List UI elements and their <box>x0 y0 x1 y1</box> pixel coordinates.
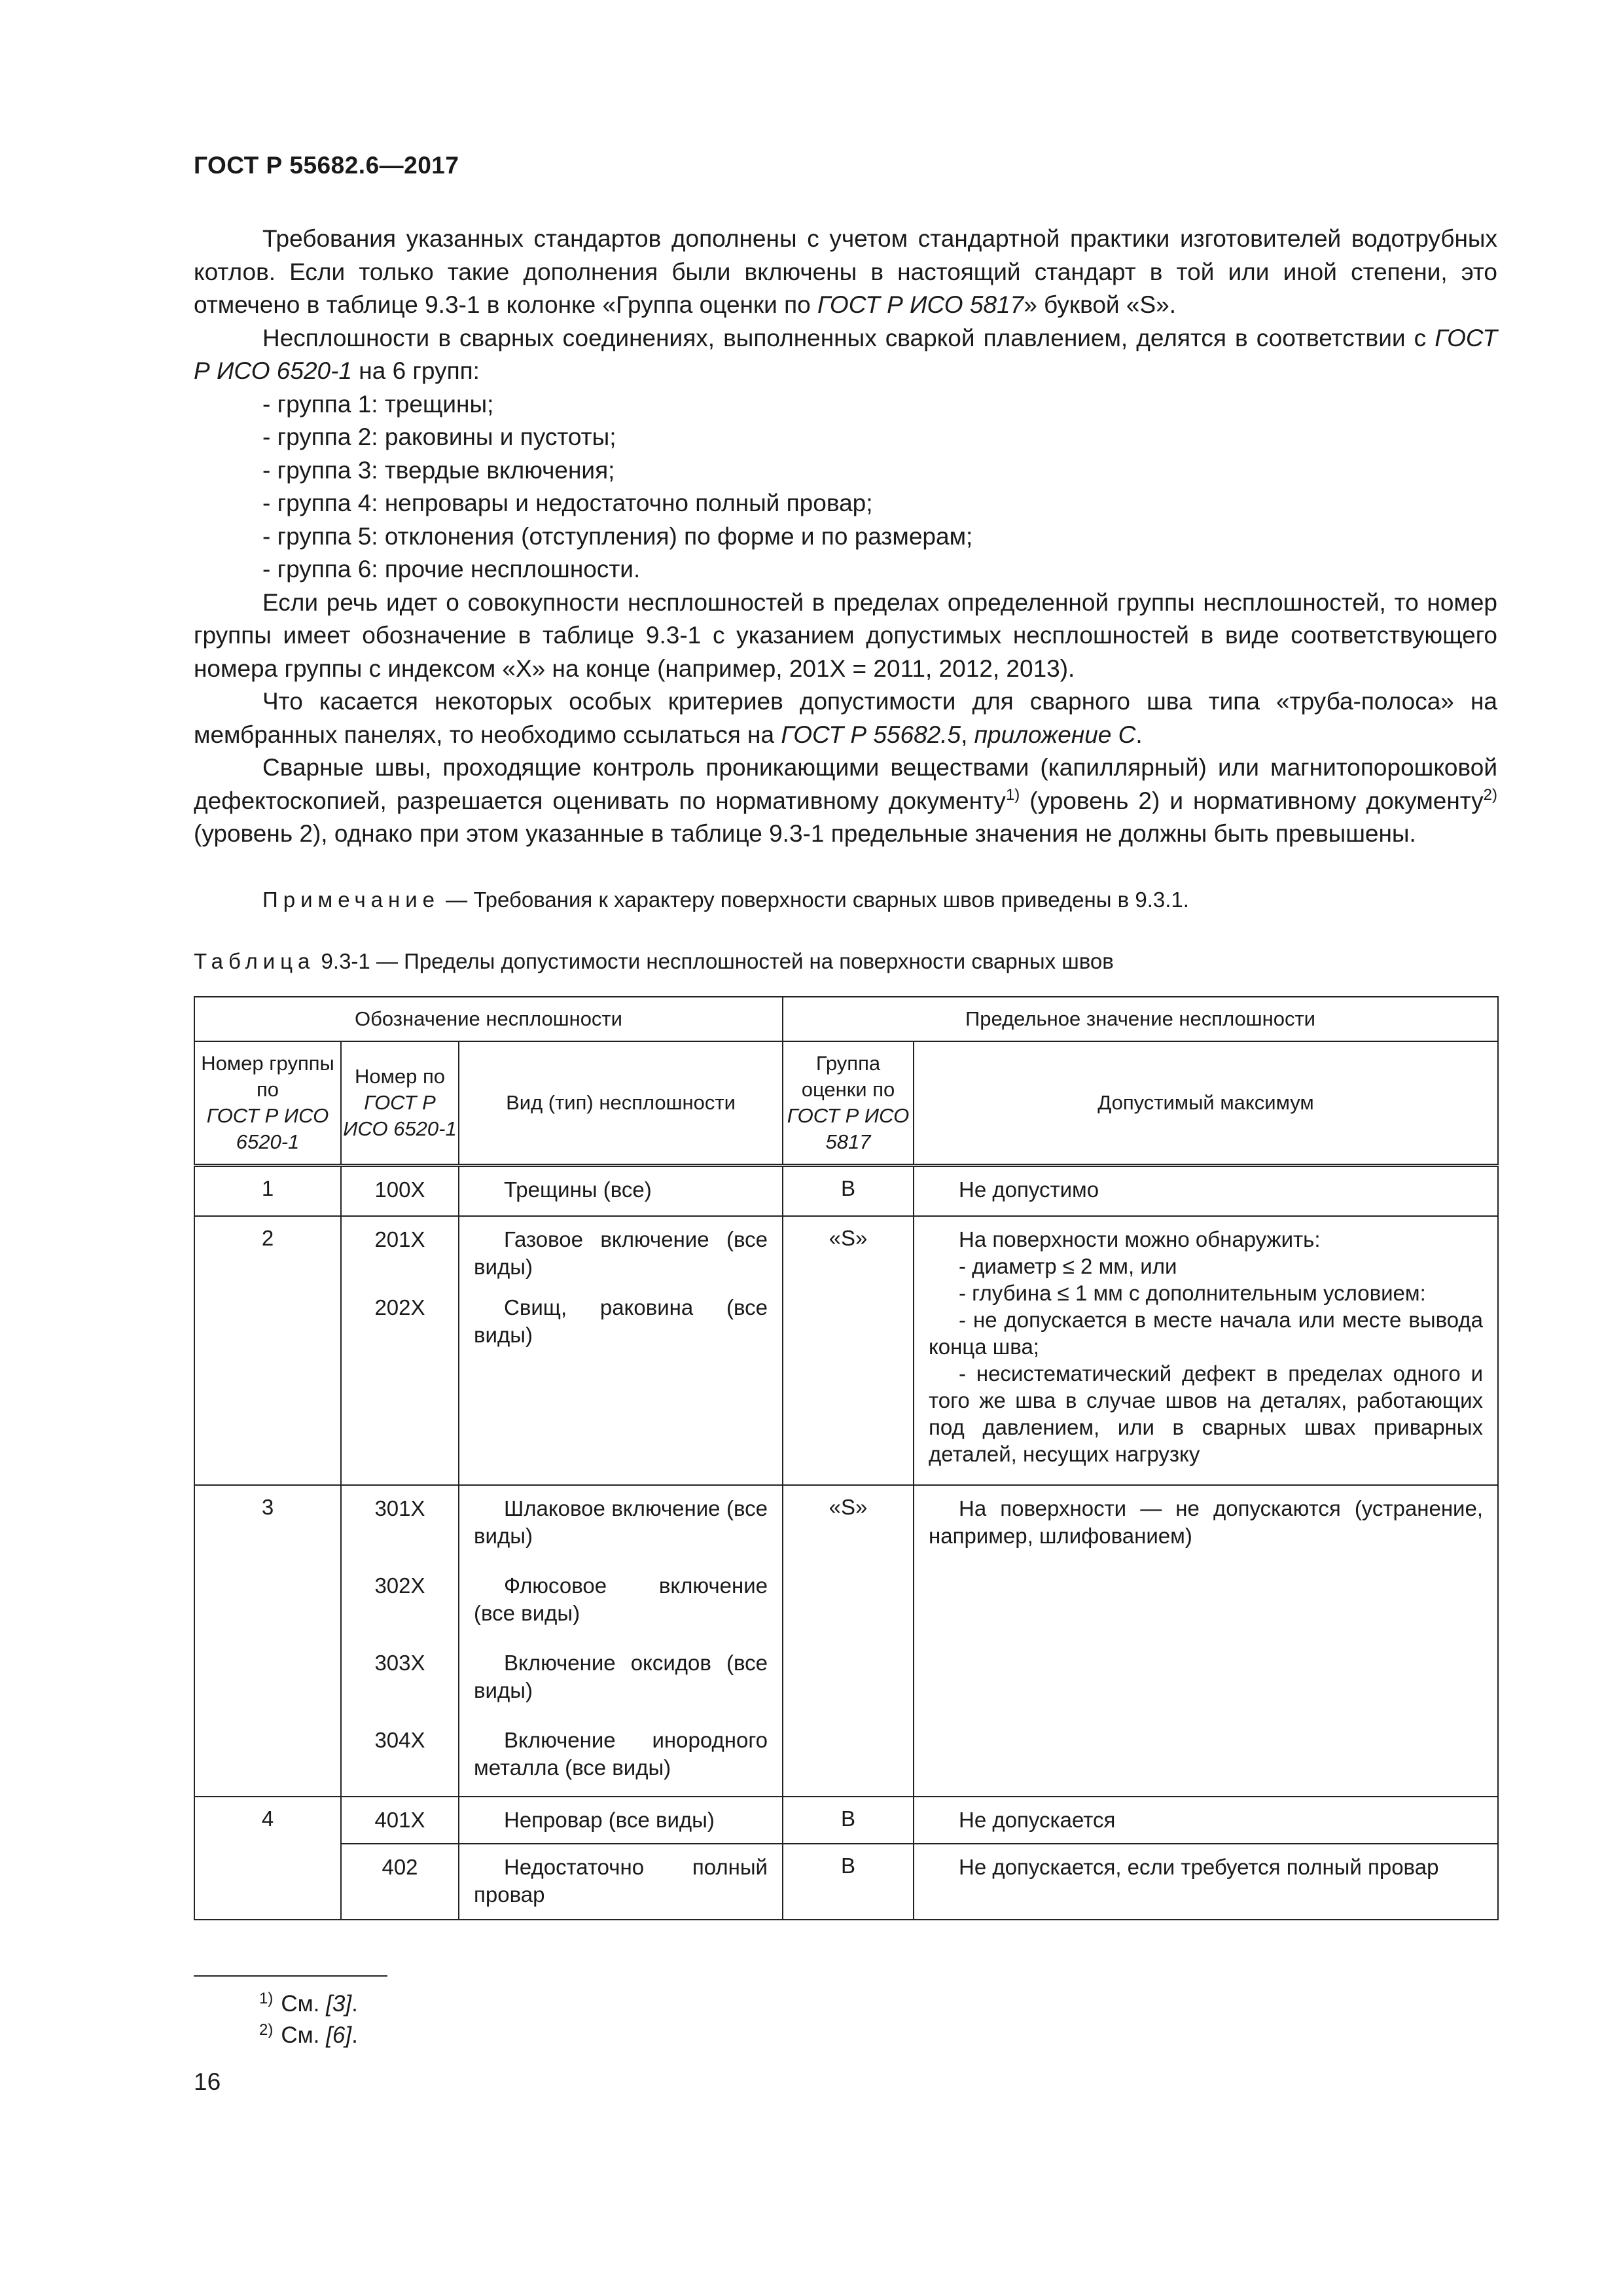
cell-group: 2 <box>194 1216 341 1485</box>
cell-code: 402 <box>341 1844 459 1920</box>
group-list-item: - группа 1: трещины; <box>262 390 494 418</box>
group-list-item: - группа 2: раковины и пустоты; <box>262 423 616 450</box>
header-max: Допустимый максимум <box>914 1041 1498 1166</box>
footnote-end: . <box>351 2022 358 2048</box>
max-item: - не допускается в месте начала или месте вывода конца шва; <box>929 1308 1484 1359</box>
paragraph-5-text-c: (уровень 2), однако при этом указанные в таблице 9.3-1 предельные значения не должны быть превышены. <box>194 820 1416 847</box>
cell-max-text: На поверхности — не допускаются (устранение, например, шлифованием) <box>929 1496 1484 1548</box>
header-group-number-ref: ГОСТ Р ИСО 6520-1 <box>206 1104 329 1153</box>
cell-max-text: Не допускается <box>959 1808 1116 1832</box>
max-item: - несистематический дефект в пределах одного и того же шва в случае швов на деталях, работающих под давлением, или в сварных швах приварных деталей, несущих нагрузку <box>929 1361 1484 1466</box>
table-header-row <box>194 997 1498 1041</box>
footnote-item <box>259 1988 358 2020</box>
cell-group: 4 <box>194 1797 341 1920</box>
table-caption-text: 9.3-1 — Пределы допустимости несплошностей на поверхности сварных швов <box>315 949 1114 973</box>
cell-type <box>459 1166 783 1217</box>
table-caption-label: Таблица <box>194 949 315 973</box>
footnote-ref: [6] <box>326 2022 352 2048</box>
paragraph-3: Если речь идет о совокупности несплошностей в пределах определенной группы несплошностей, то номер группы имеет обозначение в таблице 9.3-1 с указанием допустимых несплошностей в виде соответствующего номера группы с индексом «X» на конце (например, 201X = 2011, 2012, 2013). <box>194 588 1497 682</box>
paragraph-1 <box>194 223 1497 322</box>
footnote-mark: 2) <box>259 2021 274 2039</box>
cell-rating: B <box>783 1797 914 1844</box>
cell-group: 1 <box>194 1166 341 1217</box>
cell-max <box>914 1166 1498 1217</box>
cell-code: 100X <box>341 1166 459 1217</box>
header-rating-text: Группа оценки по <box>801 1052 895 1101</box>
group-list-item: - группа 6: прочие несплошности. <box>262 556 641 583</box>
footnotes <box>259 1988 358 2051</box>
page-number: 16 <box>194 2068 221 2095</box>
cell-rating: «S» <box>783 1216 914 1485</box>
type-item: Свищ, раковина (все виды) <box>474 1295 768 1347</box>
cell-max <box>914 1216 1498 1485</box>
paragraph-4 <box>194 685 1497 751</box>
defects-table <box>194 996 1499 1920</box>
header-rating <box>783 1041 914 1166</box>
code-item: 202X <box>374 1295 425 1319</box>
type-item: Включение инородного металла (все виды) <box>474 1728 768 1780</box>
body-text <box>194 223 1497 851</box>
header-number-ref: ГОСТ Р ИСО 6520-1 <box>343 1091 457 1140</box>
header-designation: Обозначение несплошности <box>194 997 783 1041</box>
paragraph-5 <box>194 751 1497 851</box>
cell-max <box>914 1797 1498 1844</box>
header-type: Вид (тип) несплошности <box>459 1041 783 1166</box>
cell-group: 3 <box>194 1485 341 1797</box>
footnote-mark: 1) <box>259 1990 274 2007</box>
header-number <box>341 1041 459 1166</box>
code-item: 301X <box>374 1496 425 1520</box>
cell-type <box>459 1844 783 1920</box>
max-item: На поверхности можно обнаружить: <box>959 1227 1321 1251</box>
table-subheader-row <box>194 1041 1498 1166</box>
cell-code <box>341 1216 459 1485</box>
note-text: — Требования к характеру поверхности сварных швов приведены в 9.3.1. <box>440 888 1189 912</box>
group-list-item: - группа 4: непровары и недостаточно полный провар; <box>262 490 873 516</box>
paragraph-5-text-b: (уровень 2) и нормативному документу <box>1020 787 1484 814</box>
cell-type-text: Трещины (все) <box>504 1177 652 1202</box>
table-row <box>194 1844 1498 1920</box>
paragraph-1-ref: ГОСТ Р ИСО 5817 <box>817 291 1024 318</box>
footnote-ref: [3] <box>326 1991 352 2017</box>
cell-type <box>459 1797 783 1844</box>
type-item: Газовое включение (все виды) <box>474 1227 768 1279</box>
table-row <box>194 1485 1498 1797</box>
table-caption <box>194 949 1114 974</box>
header-group-number-text: Номер группы по <box>201 1052 334 1101</box>
code-item: 304X <box>374 1728 425 1752</box>
table-row <box>194 1797 1498 1844</box>
cell-type <box>459 1485 783 1797</box>
paragraph-2-text-a: Несплошности в сварных соединениях, выполненных сваркой плавлением, делятся в соответствии с <box>262 324 1435 351</box>
type-item: Включение оксидов (все виды) <box>474 1651 768 1702</box>
header-limit: Предельное значение несплошности <box>783 997 1498 1041</box>
note-label: Примечание <box>262 888 440 912</box>
cell-code <box>341 1485 459 1797</box>
footnote-ref-2: 2) <box>1483 785 1497 804</box>
paragraph-1-text-b: » буквой «S». <box>1024 291 1176 318</box>
footnote-text: См. <box>281 2022 327 2048</box>
note <box>262 888 1189 912</box>
paragraph-4-ref: ГОСТ Р 55682.5 <box>781 721 961 748</box>
paragraph-4-text-b: . <box>1135 721 1143 748</box>
cell-type-text: Непровар (все виды) <box>504 1808 715 1832</box>
paragraph-4-text-a: Что касается некоторых особых критериев допустимости для сварного шва типа «труба-полоса» на мембранных панелях, то необходимо ссылаться на <box>194 688 1497 748</box>
standard-header: ГОСТ Р 55682.6—2017 <box>194 152 459 179</box>
type-item: Флюсовое включение (все виды) <box>474 1573 768 1625</box>
cell-type <box>459 1216 783 1485</box>
cell-max-text: Не допускается, если требуется полный провар <box>959 1855 1439 1879</box>
table-row <box>194 1216 1498 1485</box>
header-number-text: Номер по <box>354 1065 446 1088</box>
paragraph-2-ref: ГОСТ Р ИСО 6520-1 <box>194 324 1497 384</box>
code-item: 302X <box>374 1573 425 1598</box>
paragraph-2 <box>194 322 1497 388</box>
cell-rating: B <box>783 1844 914 1920</box>
max-item: - диаметр ≤ 2 мм, или <box>959 1254 1177 1278</box>
header-rating-ref: ГОСТ Р ИСО 5817 <box>787 1104 910 1153</box>
paragraph-2-text-b: на 6 групп: <box>352 357 480 384</box>
footnote-end: . <box>351 1991 358 2017</box>
group-list-item: - группа 5: отклонения (отступления) по форме и по размерам; <box>262 522 973 550</box>
cell-rating: B <box>783 1166 914 1217</box>
footnote-ref-1: 1) <box>1005 785 1020 804</box>
footnote-divider <box>194 1975 387 1977</box>
code-item: 201X <box>374 1227 425 1251</box>
paragraph-4-ref-appendix: приложение С <box>974 721 1136 748</box>
cell-type-text: Недостаточно полный провар <box>474 1855 768 1907</box>
footnote-item <box>259 2020 358 2051</box>
header-group-number <box>194 1041 341 1166</box>
cell-max-text: Не допустимо <box>959 1177 1099 1202</box>
code-item: 303X <box>374 1651 425 1675</box>
document-page <box>194 0 1497 2296</box>
paragraph-5-text-a: Сварные швы, проходящие контроль проникающими веществами (капиллярный) или магнитопорошковой дефектоскопией, разрешается оценивать по нормативному документу <box>194 754 1497 814</box>
table-row <box>194 1166 1498 1217</box>
paragraph-1-text-a: Требования указанных стандартов дополнены с учетом стандартной практики изготовителей водотрубных котлов. Если только такие дополнения были включены в настоящий стандарт в той или иной степени, это отмечено в таблице 9.3-1 в колонке «Группа оценки по <box>194 225 1497 318</box>
max-item: - глубина ≤ 1 мм с дополнительным условием: <box>959 1281 1426 1305</box>
type-item: Шлаковое включение (все виды) <box>474 1496 768 1548</box>
cell-code: 401X <box>341 1797 459 1844</box>
cell-max <box>914 1485 1498 1797</box>
cell-rating: «S» <box>783 1485 914 1797</box>
group-list-item: - группа 3: твердые включения; <box>262 456 615 484</box>
footnote-text: См. <box>281 1991 327 2017</box>
cell-max <box>914 1844 1498 1920</box>
paragraph-4-separator: , <box>961 721 974 748</box>
